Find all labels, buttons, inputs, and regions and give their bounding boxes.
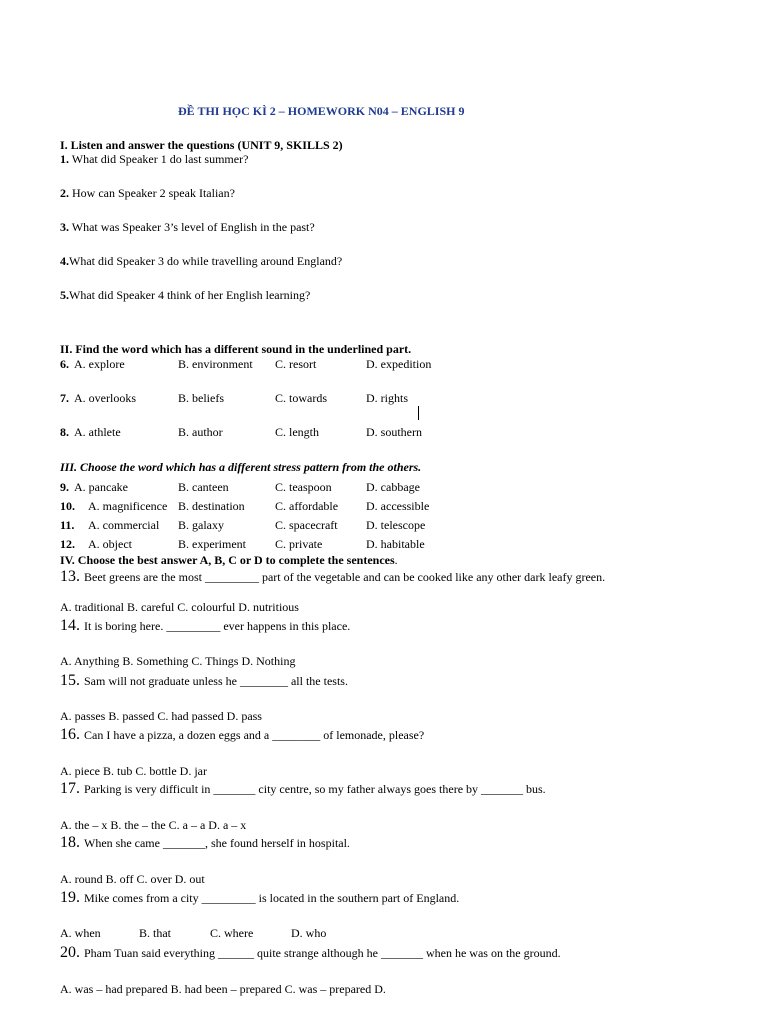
option-b: B. experiment bbox=[178, 537, 246, 551]
question-15-options: A. passes B. passed C. had passed D. pass bbox=[60, 709, 262, 723]
question-text: What was Speaker 3’s level of English in the past? bbox=[69, 220, 315, 234]
question-number: 9. bbox=[60, 480, 69, 494]
option-b: B. author bbox=[178, 425, 223, 439]
option-d: D. habitable bbox=[366, 537, 425, 551]
question-5 bbox=[60, 288, 310, 302]
option-d: D. cabbage bbox=[366, 480, 420, 494]
question-15 bbox=[60, 672, 348, 690]
option-b: B. canteen bbox=[178, 480, 229, 494]
question-number: 12. bbox=[60, 537, 75, 551]
question-number: 14. bbox=[60, 617, 80, 634]
section-3-heading: III. Choose the word which has a different stress pattern from the others. bbox=[60, 460, 422, 474]
question-text: What did Speaker 4 think of her English learning? bbox=[69, 288, 311, 302]
option-a: A. when bbox=[60, 926, 101, 940]
question-3 bbox=[60, 220, 315, 234]
heading-period: . bbox=[394, 553, 398, 567]
question-1 bbox=[60, 152, 248, 166]
question-text: How can Speaker 2 speak Italian? bbox=[69, 186, 235, 200]
question-text: Sam will not graduate unless he ________ all the tests. bbox=[84, 674, 348, 688]
question-number: 16. bbox=[60, 726, 80, 743]
option-d: D. rights bbox=[366, 391, 408, 405]
option-c: C. where bbox=[210, 926, 254, 940]
question-number: 13. bbox=[60, 568, 80, 585]
option-a: A. athlete bbox=[74, 425, 121, 439]
question-number: 10. bbox=[60, 499, 75, 513]
question-text: When she came _______, she found herself in hospital. bbox=[84, 836, 350, 850]
question-text: Pham Tuan said everything ______ quite strange although he _______ when he was on the ground. bbox=[84, 946, 561, 960]
option-d: D. who bbox=[291, 926, 327, 940]
question-text: Beet greens are the most _________ part of the vegetable and can be cooked like any other dark leafy green. bbox=[84, 570, 606, 584]
question-16 bbox=[60, 726, 424, 744]
question-text: What did Speaker 3 do while travelling around England? bbox=[69, 254, 343, 268]
question-number: 20. bbox=[60, 944, 80, 961]
question-number: 3. bbox=[60, 220, 69, 234]
option-b: B. galaxy bbox=[178, 518, 224, 532]
option-c: C. length bbox=[275, 425, 319, 439]
question-14 bbox=[60, 617, 350, 635]
question-number: 2. bbox=[60, 186, 69, 200]
question-4 bbox=[60, 254, 342, 268]
question-18 bbox=[60, 834, 350, 852]
question-13 bbox=[60, 569, 620, 585]
question-14-options: A. Anything B. Something C. Things D. Nothing bbox=[60, 654, 296, 668]
question-number: 11. bbox=[60, 518, 75, 532]
option-c: C. spacecraft bbox=[275, 518, 338, 532]
question-number: 6. bbox=[60, 357, 69, 371]
question-text: What did Speaker 1 do last summer? bbox=[69, 152, 249, 166]
option-c: C. resort bbox=[275, 357, 317, 371]
question-17-options: A. the – x B. the – the C. a – a D. a – x bbox=[60, 818, 247, 832]
section-4-heading-text: IV. Choose the best answer A, B, C or D to complete the sentences bbox=[60, 553, 395, 567]
option-c: C. affordable bbox=[275, 499, 339, 513]
option-b: B. destination bbox=[178, 499, 245, 513]
option-b: B. environment bbox=[178, 357, 253, 371]
question-19 bbox=[60, 889, 459, 907]
section-2-heading: II. Find the word which has a different sound in the underlined part. bbox=[60, 342, 412, 356]
question-number: 8. bbox=[60, 425, 69, 439]
question-13-options: A. traditional B. careful C. colourful D. nutritious bbox=[60, 600, 299, 614]
option-d: D. southern bbox=[366, 425, 422, 439]
question-number: 4. bbox=[60, 254, 69, 268]
option-a: A. explore bbox=[74, 357, 125, 371]
option-c: C. private bbox=[275, 537, 323, 551]
option-c: C. teaspoon bbox=[275, 480, 332, 494]
question-text: Mike comes from a city _________ is located in the southern part of England. bbox=[84, 891, 460, 905]
question-text: Can I have a pizza, a dozen eggs and a ________ of lemonade, please? bbox=[84, 728, 425, 742]
text-cursor bbox=[418, 406, 419, 420]
option-a: A. overlooks bbox=[74, 391, 136, 405]
question-16-options: A. piece B. tub C. bottle D. jar bbox=[60, 764, 207, 778]
question-text: It is boring here. _________ ever happens in this place. bbox=[84, 619, 351, 633]
question-number: 15. bbox=[60, 672, 80, 689]
section-1-heading: I. Listen and answer the questions (UNIT 9, SKILLS 2) bbox=[60, 138, 343, 152]
option-a: A. magnificence bbox=[88, 499, 168, 513]
question-17 bbox=[60, 780, 546, 798]
question-18-options: A. round B. off C. over D. out bbox=[60, 872, 205, 886]
option-a: A. object bbox=[88, 537, 132, 551]
section-4-heading bbox=[60, 553, 398, 567]
option-d: D. expedition bbox=[366, 357, 432, 371]
question-number: 18. bbox=[60, 834, 80, 851]
option-d: D. telescope bbox=[366, 518, 426, 532]
option-a: A. commercial bbox=[88, 518, 160, 532]
question-number: 1. bbox=[60, 152, 69, 166]
option-b: B. beliefs bbox=[178, 391, 224, 405]
option-b: B. that bbox=[139, 926, 171, 940]
question-number: 19. bbox=[60, 889, 80, 906]
question-number: 17. bbox=[60, 780, 80, 797]
option-c: C. towards bbox=[275, 391, 327, 405]
question-2 bbox=[60, 186, 235, 200]
question-number: 7. bbox=[60, 391, 69, 405]
question-20 bbox=[60, 944, 561, 962]
question-20-options: A. was – had prepared B. had been – prepared C. was – prepared D. bbox=[60, 982, 386, 996]
page-title: ĐỀ THI HỌC KÌ 2 – HOMEWORK N04 – ENGLISH 9 bbox=[178, 104, 465, 118]
question-number: 5. bbox=[60, 288, 69, 302]
option-d: D. accessible bbox=[366, 499, 430, 513]
question-text: Parking is very difficult in _______ city centre, so my father always goes there by _______ bus. bbox=[84, 782, 546, 796]
option-a: A. pancake bbox=[74, 480, 128, 494]
